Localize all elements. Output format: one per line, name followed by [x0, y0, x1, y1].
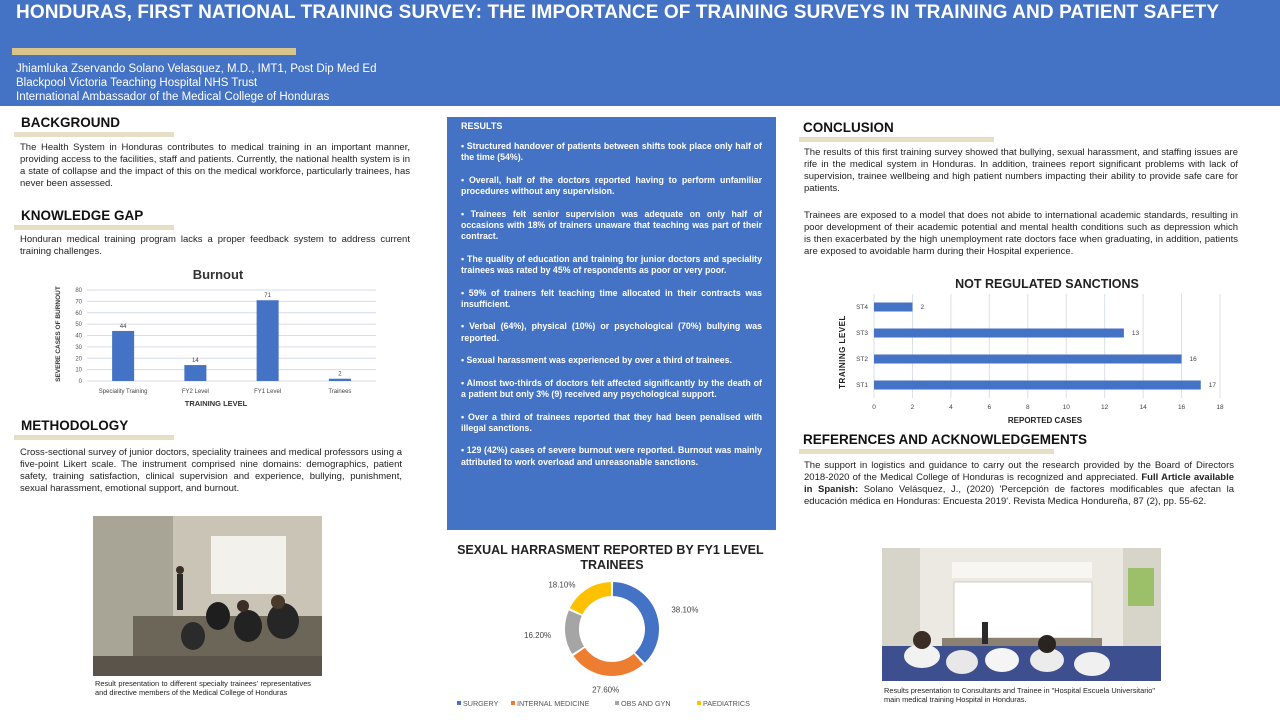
burnout-y-tick: 60 — [75, 310, 82, 317]
burnout-bar-value: 14 — [192, 358, 199, 365]
burnout-y-tick: 80 — [75, 288, 82, 294]
sanctions-x-tick: 8 — [1025, 404, 1030, 411]
donut-chart-title — [457, 543, 767, 572]
knowledge-gap-text: Honduran medical training program lacks a proper feedback system to address current training challenges. — [20, 234, 410, 257]
presentation-photo-right — [882, 548, 1161, 681]
results-panel — [447, 117, 776, 530]
donut-legend-label: PAEDIATRICS — [703, 699, 750, 708]
donut-chart-title-line-2: TRAINEES — [580, 558, 644, 572]
background-heading-bar — [14, 132, 174, 137]
methodology-text: Cross-sectional survey of junior doctors, speciality trainees and medical professors using a five-point Likert scale. The instrument comprised nine domains: demographics, patient safety, training satisfaction, clinical supervision and experience, bullying, punishment, sexual harassment, emotional support, and burnout. — [20, 447, 402, 494]
result-item-1: • Structured handover of patients between shifts took place only half of the time (54%). — [461, 141, 762, 163]
burnout-bar — [329, 379, 351, 381]
conclusion-heading-bar — [799, 137, 994, 142]
result-item-3: • Trainees felt senior supervision was adequate on only half of occasions with 18% of trainers unaware that teaching was part of their contract. — [461, 208, 762, 242]
title-underline — [12, 48, 296, 55]
burnout-chart-title: Burnout — [192, 267, 244, 282]
sanctions-x-tick: 2 — [910, 404, 915, 411]
burnout-y-tick: 40 — [75, 333, 82, 340]
sanctions-y-tick: ST1 — [856, 382, 868, 389]
presentation-photo-right-illustration — [882, 548, 1161, 681]
sanctions-bar — [874, 381, 1201, 390]
results-heading: RESULTS — [461, 121, 503, 131]
burnout-y-tick: 30 — [75, 344, 82, 351]
background-heading: BACKGROUND — [21, 115, 120, 130]
sanctions-x-tick: 10 — [1062, 404, 1070, 411]
sanctions-chart — [830, 274, 1240, 430]
sanctions-y-tick: ST2 — [856, 356, 868, 363]
result-item-4: • The quality of education and training for junior doctors and speciality trainees was rated by 45% of respondents as poor or very poor. — [461, 253, 762, 276]
burnout-x-tick: FY2 Level — [181, 389, 209, 395]
sanctions-x-tick: 14 — [1139, 404, 1147, 411]
burnout-y-tick: 50 — [75, 322, 82, 329]
references-heading-bar — [799, 449, 1054, 454]
result-item-7: • Sexual harassment was experienced by over a third of trainees. — [461, 355, 733, 366]
result-item-10: • 129 (42%) cases of severe burnout were reported. Burnout was mainly attributed to work overload and unreasonable sanctions. — [461, 445, 762, 467]
burnout-y-tick: 0 — [78, 379, 82, 385]
donut-slice-label: 18.10% — [548, 580, 576, 590]
burnout-bar — [257, 300, 279, 381]
presentation-photo-left — [93, 516, 322, 676]
result-item-6: • Verbal (64%), physical (10%) or psychological (70%) bullying was reported. — [461, 321, 762, 343]
burnout-y-tick: 70 — [75, 299, 82, 306]
conclusion-text-2: Trainees are exposed to a model that does not abide to international academic standards, resulting in poor development of their academic potential and mental health conditions such as depression which is then exacerbated by the high unemployment rate doctors face when graduating, in addition, patients are exposed to avoidable harm during their Hospital experience. — [804, 210, 1238, 257]
donut-legend-label: SURGERY — [463, 699, 499, 708]
burnout-x-tick: FY1 Level — [254, 389, 282, 395]
sanctions-x-tick: 18 — [1216, 404, 1224, 411]
donut-slice-label: 27.60% — [592, 685, 620, 695]
donut-slice — [565, 610, 584, 654]
references-citation: Solano Velásquez, J., (2020) 'Percepción de factores modificables que afectan la educación médica en Honduras: Encuesta 2019'. Revista Medica Hondureña, 87 (2), pp. 55-62. — [804, 484, 1234, 507]
donut-legend-swatch — [457, 701, 461, 705]
sanctions-y-tick: ST3 — [856, 330, 868, 337]
author-block — [16, 62, 377, 104]
burnout-chart — [50, 262, 390, 412]
burnout-x-tick: Trainees — [328, 389, 352, 395]
knowledge-gap-heading-bar — [14, 225, 174, 230]
sanctions-bar — [874, 355, 1182, 364]
conclusion-heading: CONCLUSION — [803, 120, 894, 135]
sanctions-bar — [874, 329, 1124, 338]
burnout-bar — [112, 331, 134, 381]
sanctions-bar-value: 17 — [1208, 382, 1217, 389]
sanctions-x-tick: 6 — [987, 404, 992, 411]
sanctions-x-tick: 4 — [949, 404, 953, 411]
sanctions-bar-value: 16 — [1189, 356, 1197, 363]
burnout-y-tick: 20 — [75, 356, 82, 363]
poster-header — [0, 0, 1280, 106]
burnout-bar-value: 71 — [264, 293, 271, 300]
burnout-y-tick: 10 — [75, 367, 82, 374]
sanctions-chart-ylabel: TRAINING LEVEL — [838, 315, 847, 389]
donut-slice-label: 16.20% — [524, 630, 552, 640]
burnout-chart-xlabel: TRAINING LEVEL — [184, 399, 248, 408]
references-text-1: The support in logistics and guidance to carry out the research provided by the Board of Directors 2018-2020 of the Medical College of Honduras is recognized and appreciated. — [804, 460, 1234, 483]
burnout-bar-value: 2 — [338, 371, 342, 378]
methodology-heading-bar — [14, 435, 174, 440]
affiliation-1: Blackpool Victoria Teaching Hospital NHS Trust — [16, 77, 258, 89]
left-photo-caption: Result presentation to different specialty trainees' representatives and directive members of the Medical College of Honduras — [95, 679, 311, 697]
author-name: Jhiamluka Zservando Solano Velasquez, M.D., IMT1, Post Dip Med Ed — [16, 63, 377, 75]
sanctions-x-tick: 0 — [872, 404, 876, 411]
result-item-9: • Over a third of trainees reported that they had been penalised with illegal sanctions. — [461, 411, 762, 433]
donut-slice — [613, 582, 659, 663]
background-text: The Health System in Honduras contributes to medical training in an important manner, providing access to the facilities, staff and patients. Currently, the national health system is in a state of collapse and the impact of this on the medical workforce, particularly trainees, has never been assessed. — [20, 142, 410, 189]
methodology-heading: METHODOLOGY — [21, 418, 129, 433]
burnout-bar-value: 44 — [119, 323, 127, 330]
sanctions-y-tick: ST4 — [856, 304, 868, 311]
conclusion-text-1: The results of this first training survey showed that bullying, sexual harassment, and staffing issues are rife in the medical system in Honduras. In addition, trainees report significant problems with lack of supervision, trainee wellbeing and high patient numbers impacting their ability to provide safe care for patients. — [804, 147, 1238, 194]
donut-slice-label: 38.10% — [671, 605, 699, 615]
donut-legend-swatch — [697, 701, 701, 705]
knowledge-gap-heading: KNOWLEDGE GAP — [21, 208, 144, 223]
donut-legend-swatch — [615, 701, 619, 705]
donut-legend-label: OBS AND GYN — [621, 699, 671, 708]
sanctions-chart-title: NOT REGULATED SANCTIONS — [955, 277, 1139, 291]
presentation-photo-left-illustration — [93, 516, 322, 676]
donut-slice — [573, 648, 643, 676]
result-item-8: • Almost two-thirds of doctors felt affected significantly by the death of a patient but only 3% (9) received any psychological support. — [461, 377, 762, 400]
sanctions-bar-value: 13 — [1131, 330, 1140, 337]
result-item-5: • 59% of trainers felt teaching time allocated in their contracts was insufficient. — [461, 287, 762, 310]
sanctions-bar-value: 2 — [920, 304, 925, 311]
affiliation-2: International Ambassador of the Medical College of Honduras — [16, 91, 330, 103]
references-text — [804, 460, 1234, 508]
right-photo-caption: Results presentation to Consultants and Trainee in "Hospital Escuela Universitario" main medical training Hospital in Honduras. — [884, 686, 1156, 704]
donut-slice — [570, 582, 611, 614]
sexual-harassment-donut-chart — [440, 538, 785, 716]
result-item-2: • Overall, half of the doctors reported having to perform unfamiliar procedures without any supervision. — [461, 174, 762, 197]
full-article-label: Full Article available in Spanish: — [804, 472, 1234, 495]
donut-legend-swatch — [511, 701, 515, 705]
donut-legend-label: INTERNAL MEDICINE — [517, 699, 590, 708]
references-heading: REFERENCES AND ACKNOWLEDGEMENTS — [803, 432, 1088, 447]
sanctions-x-tick: 16 — [1177, 404, 1186, 411]
poster-title: HONDURAS, FIRST NATIONAL TRAINING SURVEY: THE IMPORTANCE OF TRAINING SURVEYS IN TRAINING AND PATIENT SAFETY — [16, 2, 1220, 23]
donut-chart-title-line-1: SEXUAL HARRASMENT REPORTED BY FY1 LEVEL — [457, 543, 764, 557]
sanctions-bar — [874, 303, 912, 312]
burnout-bar — [184, 365, 206, 381]
sanctions-chart-xlabel: REPORTED CASES — [1007, 416, 1083, 425]
burnout-x-tick: Speciality Training — [98, 389, 148, 395]
burnout-chart-ylabel: SEVERE CASES OF BURNOUT — [55, 286, 62, 382]
sanctions-x-tick: 12 — [1101, 404, 1109, 411]
